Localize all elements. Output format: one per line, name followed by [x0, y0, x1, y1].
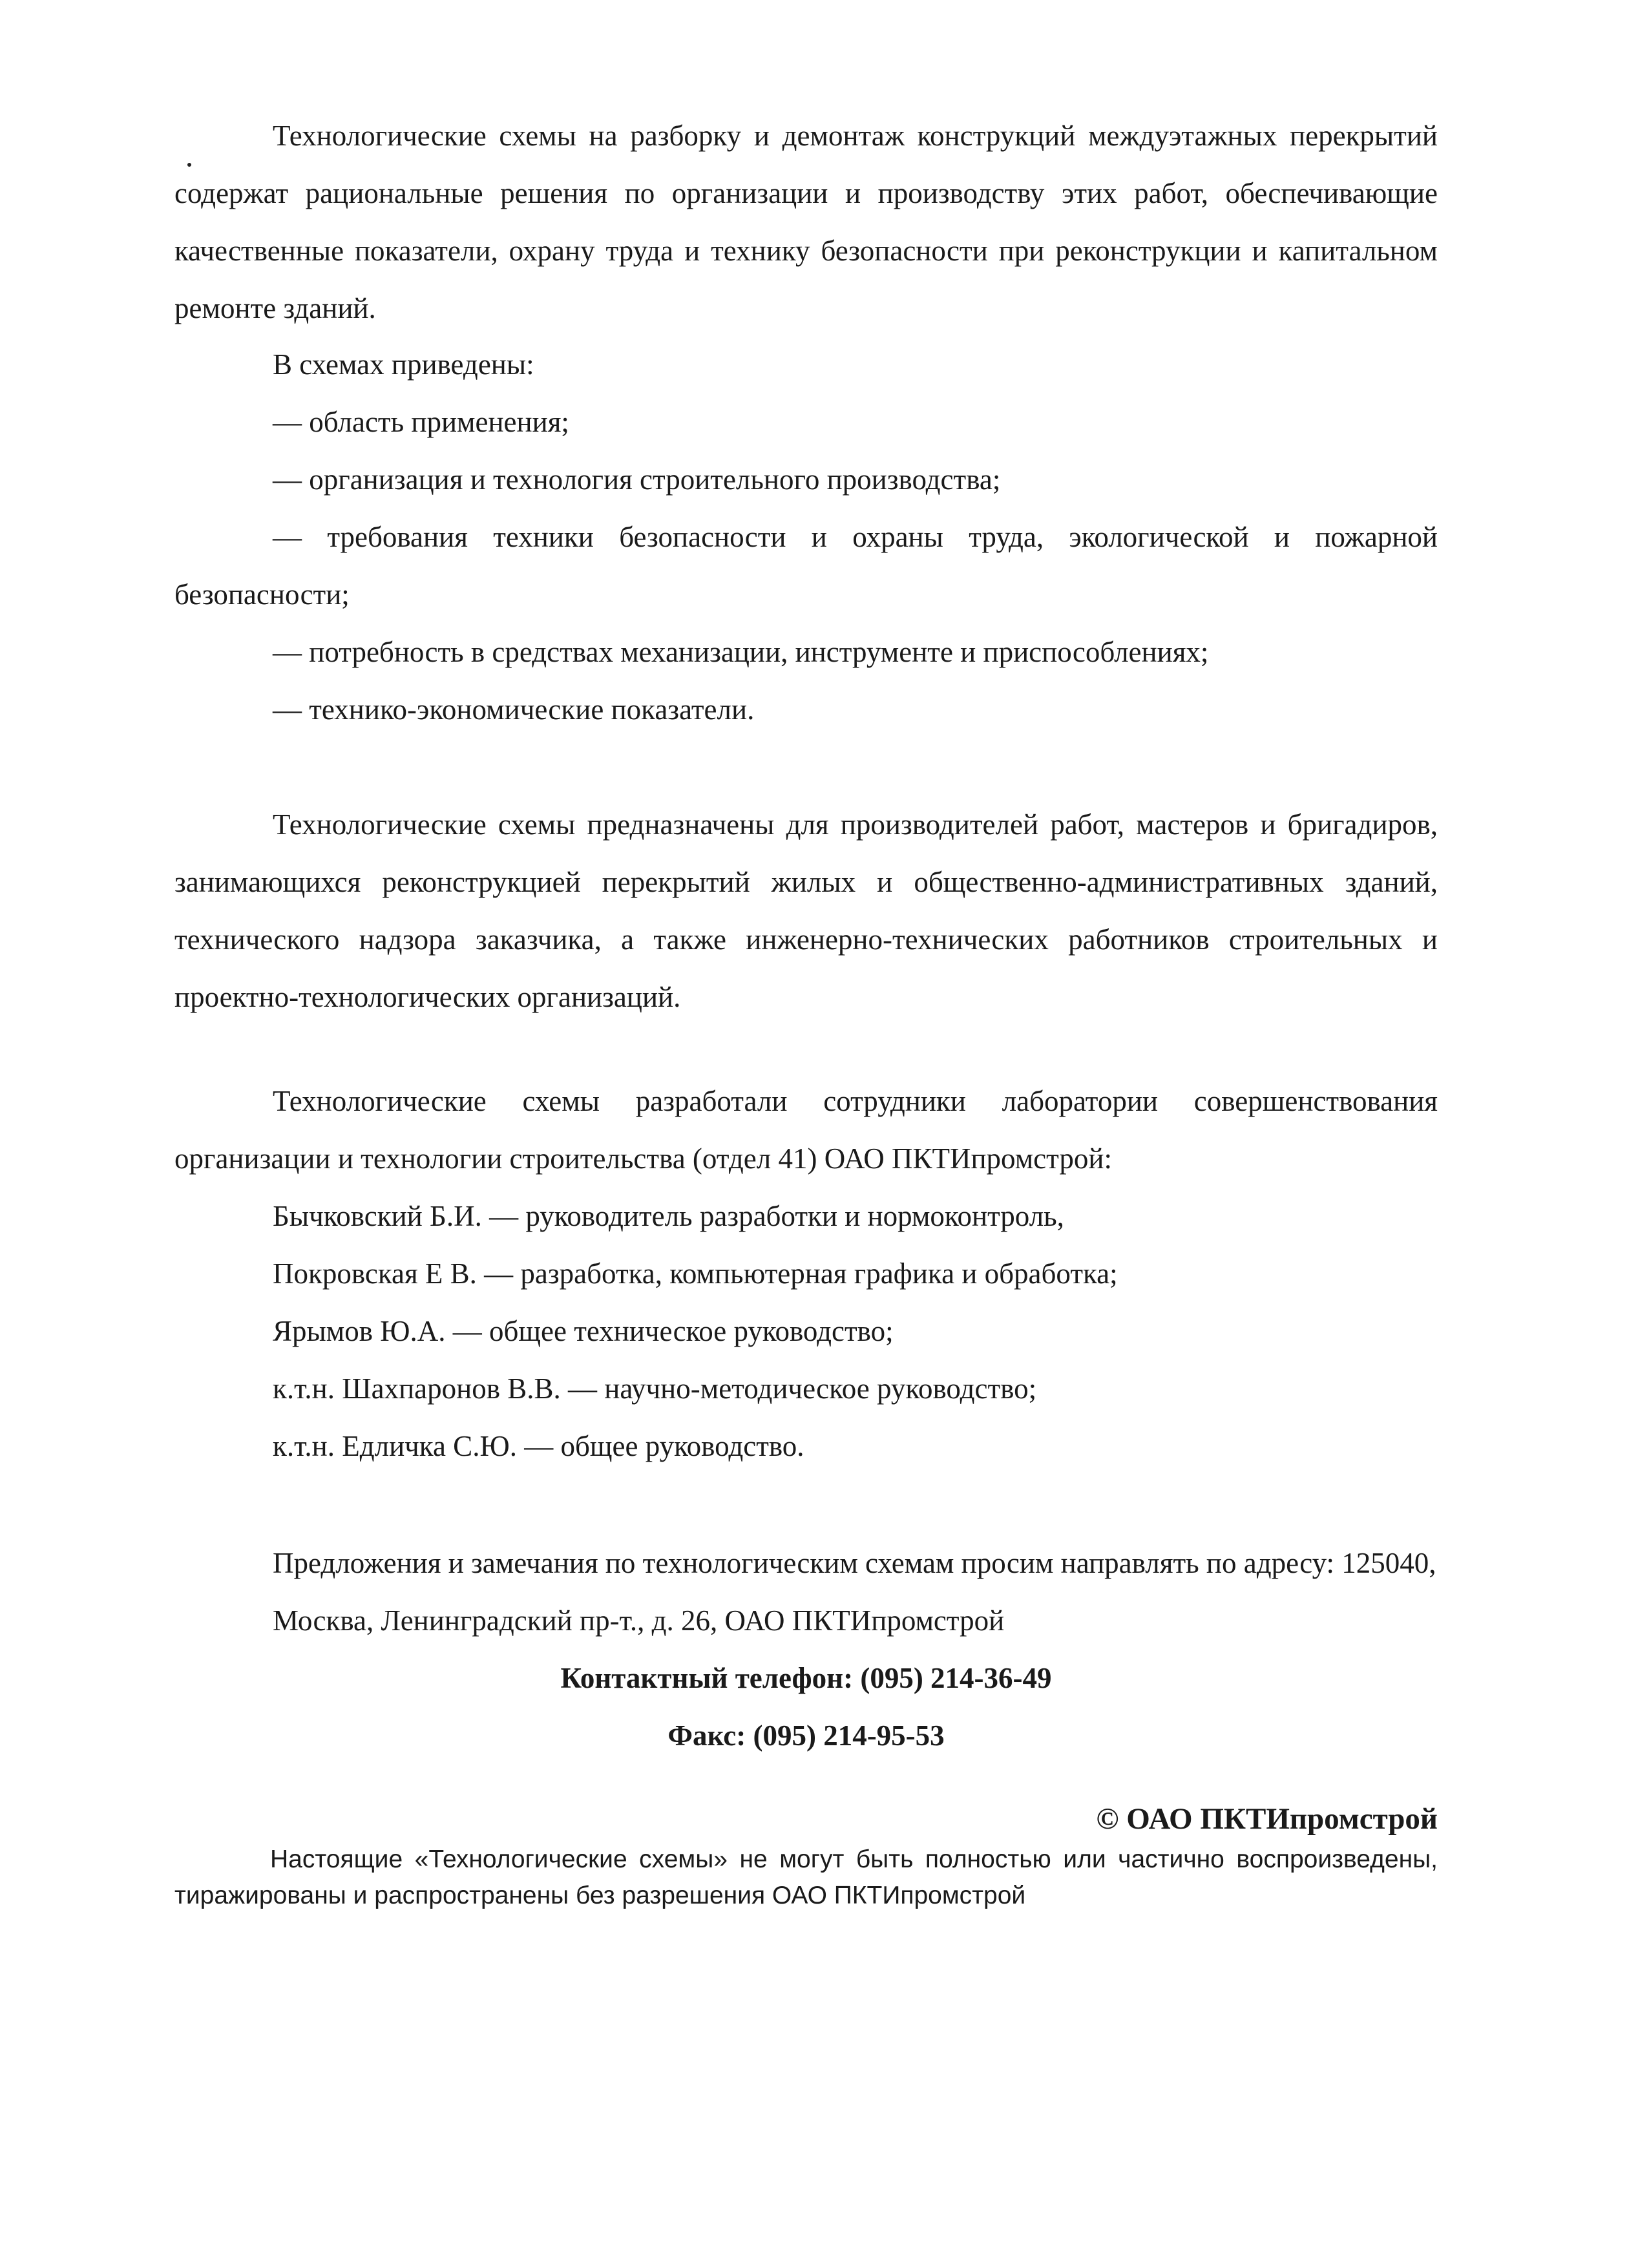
list-item: — область применения;	[273, 406, 569, 438]
list-item: — потребность в средствах механизации, инструменте и приспособлениях;	[273, 636, 1209, 668]
address-paragraph: Предложения и замечания по технологическим схемам просим направлять по адресу: 125040, Москва, Ленинградский пр-т., д. 26, ОАО ПКТИпромстрой	[273, 1547, 1436, 1637]
contact-fax: Факс: (095) 214-95-53	[667, 1719, 945, 1752]
copyright-line: © ОАО ПКТИпромстрой	[1096, 1802, 1438, 1836]
author-line: Бычковский Б.И. — руководитель разработки и нормоконтроль,	[273, 1200, 1064, 1232]
author-line: к.т.н. Едличка С.Ю. — общее руководство.	[273, 1430, 804, 1462]
list-heading: В схемах приведены:	[273, 348, 534, 381]
author-line: Ярымов Ю.А. — общее техническое руководство;	[273, 1315, 894, 1347]
list-item: — организация и технология строительного производства;	[273, 463, 1001, 496]
list-item: — требования техники безопасности и охраны труда, экологической и пожарной безопасности;	[174, 521, 1438, 611]
list-item: — технико-экономические показатели.	[273, 693, 755, 726]
authors-intro-paragraph: Технологические схемы разработали сотрудники лаборатории совершенствования организации и технологии строительства (отдел 41) ОАО ПКТИпромстрой:	[174, 1085, 1438, 1175]
author-line: Покровская Е В. — разработка, компьютерная графика и обработка;	[273, 1257, 1118, 1290]
author-line: к.т.н. Шахпаронов В.В. — научно-методическое руководство;	[273, 1372, 1037, 1405]
copyright-notice: Настоящие «Технологические схемы» не могут быть полностью или частично воспроизведены, тиражированы и распространены без разрешения ОАО ПКТИпромстрой	[174, 1845, 1438, 1909]
intro-paragraph: Технологические схемы на разборку и демонтаж конструкций междуэтажных перекрытий содержат рациональные решения по организации и производству этих работ, обеспечивающие качественные показатели, охрану труда и технику безопасности при реконструкции и капитальном ремонте зданий.	[174, 120, 1438, 324]
contact-phone: Контактный телефон: (095) 214-36-49	[560, 1662, 1052, 1694]
audience-paragraph: Технологические схемы предназначены для производителей работ, мастеров и бригадиров, занимающихся реконструкцией перекрытий жилых и общественно-административных зданий, технического надзора заказчика, а также инженерно-технических работников строительных и проектно-технологических организаций.	[174, 808, 1438, 1013]
